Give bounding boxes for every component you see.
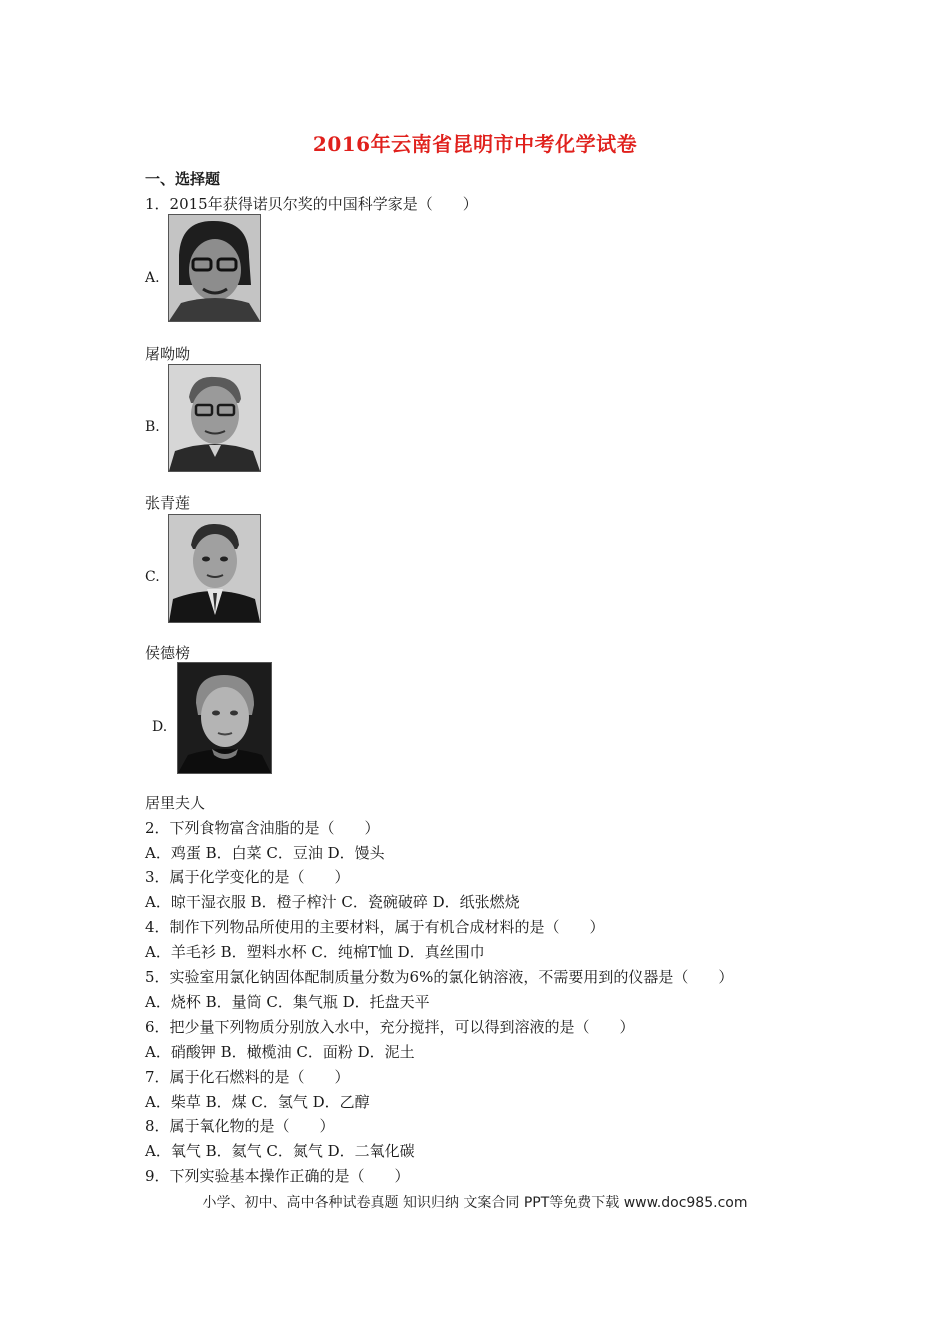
question-line: 7．属于化石燃料的是（ ） xyxy=(145,1068,350,1086)
option-c-letter: C. xyxy=(145,569,160,585)
section-heading: 一、选择题 xyxy=(145,170,221,188)
option-b-letter: B. xyxy=(145,419,160,435)
question-line: 3．属于化学变化的是（ ） xyxy=(145,868,350,886)
option-a-letter: A. xyxy=(145,270,160,286)
option-b-name: 张青莲 xyxy=(145,494,191,512)
answer-line: A．柴草 B．煤 C．氢气 D．乙醇 xyxy=(145,1093,370,1111)
question-line: 2．下列食物富含油脂的是（ ） xyxy=(145,819,380,837)
option-d-letter: D. xyxy=(152,719,168,735)
option-c-name: 侯德榜 xyxy=(145,644,191,662)
page-footer: 小学、初中、高中各种试卷真题 知识归纳 文案合同 PPT等免费下载 www.doc985.com xyxy=(202,1195,748,1211)
option-a-name: 屠呦呦 xyxy=(145,345,191,363)
answer-line: A．晾干湿衣服 B．橙子榨汁 C．瓷碗破碎 D．纸张燃烧 xyxy=(145,893,520,911)
page-title: 2016年云南省昆明市中考化学试卷 xyxy=(312,132,638,156)
question-1-stem: 1．2015年获得诺贝尔奖的中国科学家是（ ） xyxy=(145,195,478,213)
question-line: 5．实验室用氯化钠固体配制质量分数为6%的氯化钠溶液，不需要用到的仪器是（ ） xyxy=(145,968,734,986)
option-d-name: 居里夫人 xyxy=(145,794,206,812)
answer-line: A．鸡蛋 B．白菜 C．豆油 D．馒头 xyxy=(145,844,385,862)
question-line: 8．属于氧化物的是（ ） xyxy=(145,1117,335,1135)
portrait-d-figure xyxy=(178,663,271,773)
portrait-b-image xyxy=(168,364,261,472)
portrait-c-image xyxy=(168,514,261,623)
answer-line: A．氧气 B．氦气 C．氮气 D．二氧化碳 xyxy=(145,1142,415,1160)
question-line: 4．制作下列物品所使用的主要材料，属于有机合成材料的是（ ） xyxy=(145,918,605,936)
portrait-a-image xyxy=(168,214,261,322)
portrait-a-figure xyxy=(169,215,260,321)
portrait-c-figure xyxy=(169,515,260,622)
portrait-d-image xyxy=(177,662,272,774)
answer-line: A．硝酸钾 B．橄榄油 C．面粉 D．泥土 xyxy=(145,1043,415,1061)
question-line: 9．下列实验基本操作正确的是（ ） xyxy=(145,1167,410,1185)
question-line: 6．把少量下列物质分别放入水中，充分搅拌，可以得到溶液的是（ ） xyxy=(145,1018,635,1036)
answer-line: A．烧杯 B．量筒 C．集气瓶 D．托盘天平 xyxy=(145,993,430,1011)
portrait-b-figure xyxy=(169,365,260,471)
answer-line: A．羊毛衫 B．塑料水杯 C．纯棉T恤 D．真丝围巾 xyxy=(145,943,485,961)
